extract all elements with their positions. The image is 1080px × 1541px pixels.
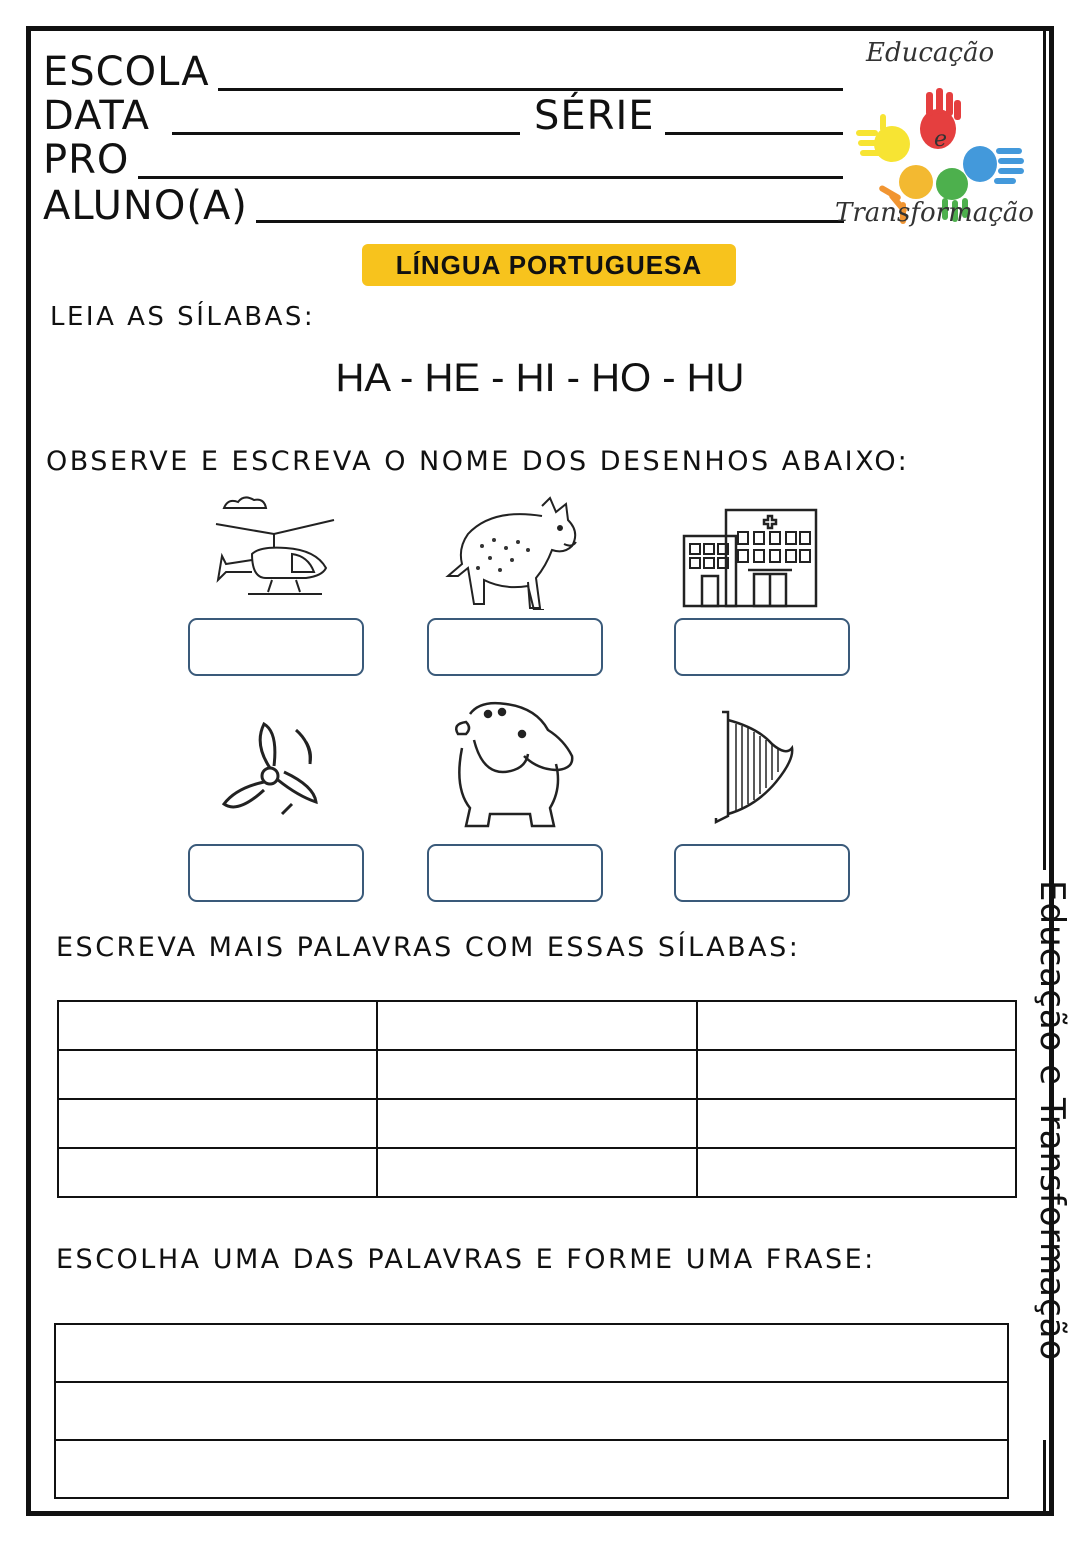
hospital-icon	[682, 506, 820, 608]
hippo-icon	[448, 700, 578, 832]
helicopter-icon	[212, 494, 342, 602]
hyena-icon	[442, 496, 602, 610]
data-line[interactable]	[172, 132, 520, 135]
table-row	[55, 1440, 1008, 1498]
sentence-line[interactable]	[55, 1382, 1008, 1440]
harp-icon	[710, 708, 796, 828]
serie-label: SÉRIE	[534, 93, 655, 139]
word-cell[interactable]	[697, 1050, 1016, 1099]
pro-line[interactable]	[138, 176, 843, 179]
answer-box-hippo[interactable]	[427, 844, 603, 902]
data-label: DATA	[43, 93, 151, 139]
instruction-observe: OBSERVE E ESCREVA O NOME DOS DESENHOS ABAIXO:	[46, 446, 910, 477]
instruction-read-syllables: LEIA AS SÍLABAS:	[50, 302, 316, 332]
word-cell[interactable]	[58, 1050, 377, 1099]
sentence-table	[54, 1323, 1009, 1499]
subject-title: LÍNGUA PORTUGUESA	[362, 244, 736, 286]
pro-label: PRO	[43, 137, 130, 183]
answer-box-propeller[interactable]	[188, 844, 364, 902]
serie-line[interactable]	[665, 132, 843, 135]
logo-text-middle: e	[934, 127, 948, 152]
word-cell[interactable]	[58, 1148, 377, 1197]
logo-text-top: Educação	[866, 38, 995, 68]
sentence-line[interactable]	[55, 1324, 1008, 1382]
word-cell[interactable]	[377, 1148, 696, 1197]
word-cell[interactable]	[58, 1099, 377, 1148]
word-cell[interactable]	[377, 1099, 696, 1148]
instruction-form-sentence: ESCOLHA UMA DAS PALAVRAS E FORME UMA FRASE:	[56, 1244, 876, 1275]
aluno-label: ALUNO(A)	[43, 183, 248, 229]
answer-box-helicopter[interactable]	[188, 618, 364, 676]
table-row	[55, 1324, 1008, 1382]
escola-label: ESCOLA	[43, 49, 210, 95]
instruction-more-words: ESCREVA MAIS PALAVRAS COM ESSAS SÍLABAS:	[56, 932, 801, 963]
answer-box-harp[interactable]	[674, 844, 850, 902]
table-row	[58, 1099, 1016, 1148]
logo-text-bottom: Transformação	[835, 198, 1034, 228]
words-table	[57, 1000, 1017, 1198]
aluno-line[interactable]	[256, 220, 844, 223]
side-border-top	[1043, 30, 1046, 870]
propeller-icon	[222, 720, 326, 826]
word-cell[interactable]	[697, 1148, 1016, 1197]
word-cell[interactable]	[697, 1001, 1016, 1050]
side-border-bottom	[1043, 1440, 1046, 1516]
syllables-text: HA - HE - HI - HO - HU	[335, 356, 745, 400]
table-row	[58, 1050, 1016, 1099]
word-cell[interactable]	[377, 1050, 696, 1099]
word-cell[interactable]	[697, 1099, 1016, 1148]
side-vertical-text: Educação e Transformação	[1032, 880, 1072, 1362]
answer-box-hospital[interactable]	[674, 618, 850, 676]
sentence-line[interactable]	[55, 1440, 1008, 1498]
table-row	[55, 1382, 1008, 1440]
word-cell[interactable]	[58, 1001, 377, 1050]
table-row	[58, 1148, 1016, 1197]
answer-box-hyena[interactable]	[427, 618, 603, 676]
escola-line[interactable]	[218, 88, 843, 91]
word-cell[interactable]	[377, 1001, 696, 1050]
table-row	[58, 1001, 1016, 1050]
